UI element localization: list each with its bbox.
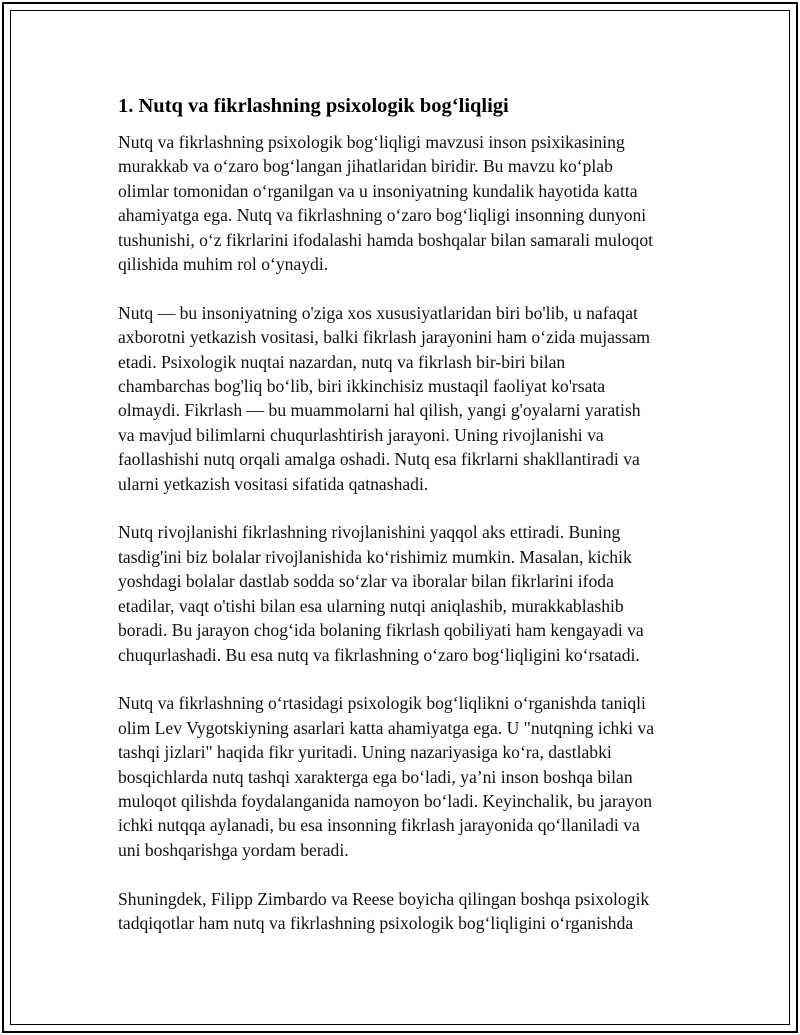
paragraph-4: Nutq va fikrlashning o‘rtasidagi psixologik bog‘liqlikni o‘rganishda taniqli olim Lev Vygotskiyning asarlari katta ahamiyatga ega. U "nutqning ichki va tashqi jizlari" haqida fikr yuritadi. Uning nazariyasiga ko‘ra, dastlabki bosqichlarda nutq tashqi xarakterga ega bo‘ladi, ya’ni inson boshqa bilan muloqot qilishda foydalanganida namoyon bo‘ladi. Keyinchalik, bu jarayon ichki nutqqa aylanadi, bu esa insonning fikrlash jarayonida qo‘llaniladi va uni boshqarishga yordam beradi. (118, 693, 655, 860)
paragraph-2: Nutq — bu insoniyatning o'ziga xos xususiyatlaridan biri bo'lib, u nafaqat axborotni yetkazish vositasi, balki fikrlash jarayonini ham o‘zida mujassam etadi. Psixologik nuqtai nazardan, nutq va fikrlash bir-biri bilan chambarchas bog'liq bo‘lib, biri ikkinchisiz mustaqil faoliyat ko'rsata olmaydi. Fikrlash — bu muammolarni hal qilish, yangi g'oyalarni yaratish va mavjud bilimlarni chuqurlashtirish jarayoni. Uning rivojlanishi va faollashishi nutq orqali amalga oshadi. Nutq esa fikrlarni shakllantiradi va ularni yetkazish vositasi sifatida qatnashadi. (118, 302, 651, 494)
section-heading: 1. Nutq va fikrlashning psixologik bog‘liqligi (118, 95, 509, 117)
paragraph-1: Nutq va fikrlashning psixologik bog‘liqligi mavzusi inson psixikasining murakkab va o‘zaro bog‘langan jihatlaridan biridir. Bu mavzu ko‘plab olimlar tomonidan o‘rganilgan va u insoniyatning kundalik hayotida katta ahamiyatga ega. Nutq va fikrlashning o‘zaro bog‘liqligi insonning dunyoni tushunishi, o‘z fikrlarini ifodalashi hamda boshqalar bilan samarali muloqot qilishida muhim rol o‘ynaydi. (118, 132, 654, 275)
document-body (118, 92, 688, 960)
paragraph-3: Nutq rivojlanishi fikrlashning rivojlanishini yaqqol aks ettiradi. Buning tasdig'ini biz bolalar rivojlanishida ko‘rishimiz mumkin. Masalan, kichik yoshdagi bolalar dastlab sodda so‘zlar va iboralar bilan fikrlarini ifoda etadilar, vaqt o'tishi bilan esa ularning nutqi aniqlashib, murakkablashib boradi. Bu jarayon chog‘ida bolaning fikrlash qobiliyati ham kengayadi va chuqurlashadi. Bu esa nutq va fikrlashning o‘zaro bog‘liqligini ko‘rsatadi. (118, 522, 644, 665)
paragraph-5: Shuningdek, Filipp Zimbardo va Reese boyicha qilingan boshqa psixologik tadqiqotlar ham nutq va fikrlashning psixologik bog‘liqligini o‘rganishda (118, 888, 650, 933)
